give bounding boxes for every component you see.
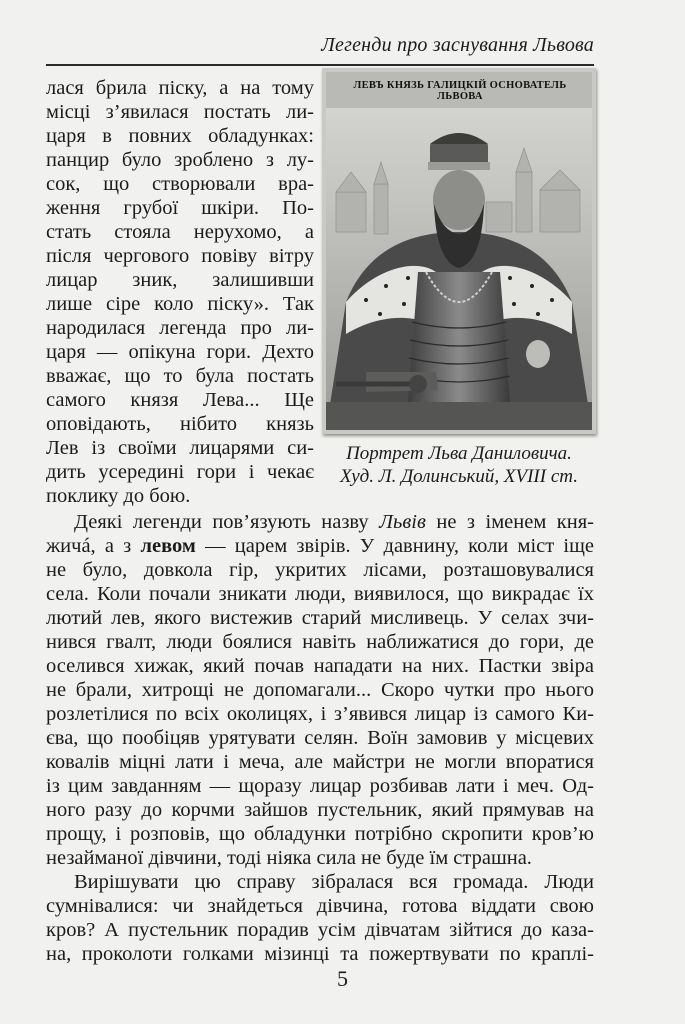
italic-word: Львів: [379, 511, 426, 533]
text-line: розлетілися по всіх околицях, і з’явився лицар із самого Ки-: [46, 703, 594, 725]
page-number: 5: [337, 966, 348, 991]
text-line: прощу, і розповів, що обладунки потрібно скропити кров’ю: [46, 823, 594, 845]
running-header: Легенди про заснування Львова: [321, 34, 594, 56]
text-line: лютий лев, якого вистежив старий мисливець. У селах зчи-: [46, 607, 594, 629]
text-line: місці з’явилася постать ли-: [46, 101, 314, 123]
text-line: стать стояла нерухомо, а: [46, 221, 314, 243]
portrait-image: [326, 72, 592, 430]
text-line: не брали, хитрощі не допомагали... Скоро чутки про нього: [46, 679, 594, 701]
text-line: народилася легенда про ли-: [46, 317, 314, 339]
text-line: царя — опікуна гори. Дехто: [46, 341, 314, 363]
text-line: села. Коли почали зникати люди, виявилося, що викрадає їх: [46, 583, 594, 605]
text-line: єва, що пообіцяв урятувати селян. Воїн замовив у місцевих: [46, 727, 594, 749]
text-run: Деякі легенди пов’язують назву: [74, 511, 380, 533]
text-line: із цим завданням — щоразу лицар розбивав лати і меч. Од-: [46, 775, 594, 797]
header-rule: [46, 64, 594, 66]
text-line: [46, 534, 594, 558]
bold-word: левом: [140, 535, 196, 557]
text-run: жичá, а з: [46, 535, 141, 557]
text-line: сок, що створювали вра-: [46, 173, 314, 195]
text-line: сумнівалися: чи знайдеться дівчина, готова віддати свою: [46, 895, 594, 917]
text-line: поклику до бою.: [46, 485, 191, 507]
text-line: кров? А пустельник порадив усім дівчатам зійтися до каза-: [46, 919, 594, 941]
text-line: ного разу до корчми зайшов пустельник, який прямував на: [46, 799, 594, 821]
paragraph-first-line: Вирішувати цю справу зібралася вся громада. Люди: [74, 871, 594, 893]
text-line: лася брила піску, а на тому: [46, 77, 314, 99]
text-line: панцир було зроблено з лу-: [46, 149, 314, 171]
text-line: самого князя Лева... Ще: [46, 389, 314, 411]
text-run: — царем звірів. У давнину, коли міст іще: [195, 535, 594, 557]
text-line: ковалів міцні лати і меча, але майстри не могли впоратися: [46, 751, 594, 773]
figure-caption-line2: Худ. Л. Долинський, XVIII ст.: [340, 466, 578, 487]
text-line: Лев із своїми лицарями си-: [46, 437, 314, 459]
text-line: не було, довкола гір, укритих лісами, розташовувалися: [46, 559, 594, 581]
text-line: царя в повних обладунках:: [46, 125, 314, 147]
text-line: нився гвалт, люди боялися навіть наближатися до гори, де: [46, 631, 594, 653]
text-line: лицар зник, залишивши: [46, 269, 314, 291]
text-run: не з іменем кня-: [425, 511, 594, 533]
text-line: дить усередині гори і чекає: [46, 461, 314, 483]
text-line: вважає, що то була постать: [46, 365, 314, 387]
portrait-inscription: ЛЕВЪ КНЯЗЬ ГАЛИЦКІЙ ОСНОВАТЕЛЬ ЛЬВОВА: [353, 80, 567, 102]
text-line: оселився хижак, який почав нападати на них. Пастки звіра: [46, 655, 594, 677]
figure-caption-line1: Портрет Льва Даниловича.: [346, 443, 572, 464]
text-line: після чергового повіву вітру: [46, 245, 314, 267]
text-line: ження грубої шкіри. По-: [46, 197, 314, 219]
text-line: на, проколоти голками мізинці та пожертвувати по краплі-: [46, 943, 594, 965]
text-line: незайманої дівчини, тоді ніяка сила не буде їм страшна.: [46, 847, 532, 869]
paragraph-first-line: [74, 510, 594, 534]
text-line: лише сіре коло піску». Так: [46, 293, 314, 315]
text-line: оповідають, нібито князь: [46, 413, 314, 435]
